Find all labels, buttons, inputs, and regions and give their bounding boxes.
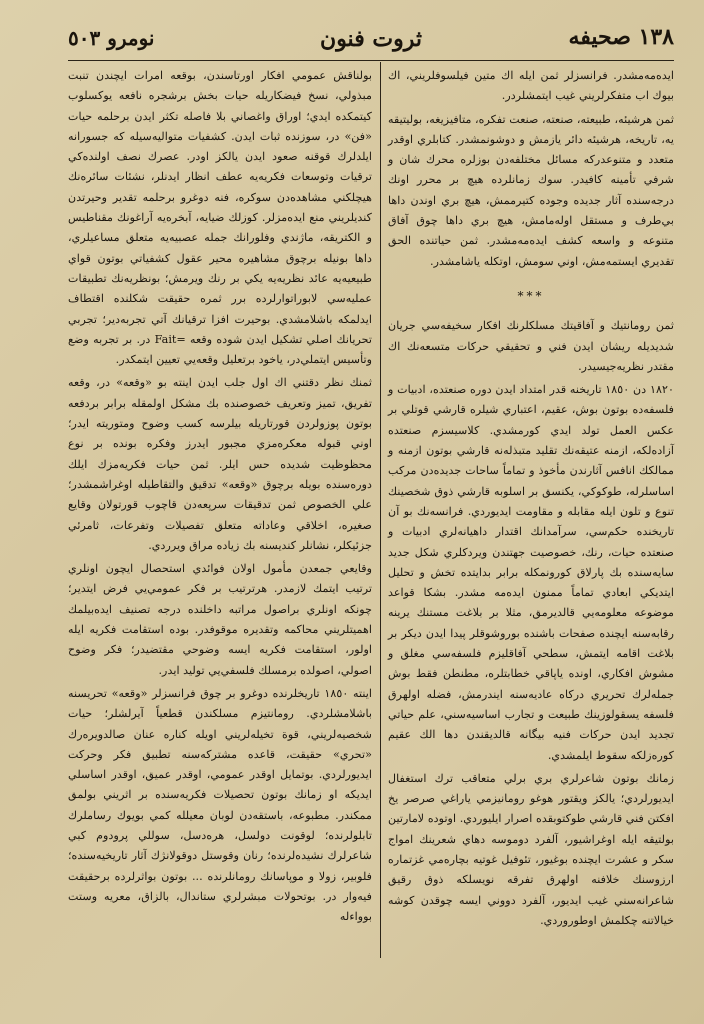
right-column (388, 66, 674, 931)
header-rule (68, 60, 674, 61)
left-paragraph-1: بولناقش عمومي افكار اورتاسندن، بوقعه امرات ايچندن تنبت مبذولي، نسخ فيضكاريله حيات بخش برشجره نافعه يوكسلوب كيتمكده ايدي؛ اوراق واغصاني بلا فاصله تكثر ايدن برحلمه حيات «فن» در، سوزنده ثبات ايدن. كشفيات متواليه‌سيله كه جسورانه ايلدلرك قوقنه صعود ايدن يالكز اودر. عصرك نصف اولنده‌كي ترقيات وتوسعات فكريه‌يه عطف انظار ايدنلر، نشئات سائره‌نك هيچلكني مشاهده‌دن سوكره، فنه دوغرو برحلمه تقدير وحيرتدن كنديلريني منع ايده‌مزلر. كوزلك ضيايه، آبخره‌يه آراغونك مقناطيس و الكتريقه، ماژندي وفلورانك جمله عصبيه‌يه متعلق مساعيلري، داها بونيله برچوق مشاهيره محير عقول كشفياتي بوتون قواي طبيعيه‌يه عائد نظريه‌يه يكي بر رنك ويرمش؛ بونظريه‌نك تطبيقات عمليه‌سي لابوراتوارلرده برر ثمره حقيقت شكلنده اقتطاف ايدلمكه باشلامشدي. بوحيرت افزا ترقيانك آتي تجربه‌دير؛ تجربي تحريانك اصلي تشكيل ايدن شوده وقعه =Fait در. بر تجربه وضع وتأسيس ايتملي‌در، ياخود برتعليل وقعه‌يي تعيين ايتمكدر. (68, 69, 372, 367)
section-divider: *** (517, 288, 545, 303)
left-column (68, 66, 372, 927)
right-paragraph-1: ايده‌مه‌مشدر. فرانسزلر ثمن ايله اك متين فيلسوفلريني، اك بيوك اب متفكرلريني غيب ايتمشلردر. (388, 69, 674, 103)
left-paragraph-2: ثمنك نظر دقتني اك اول جلب ايدن اينته بو «وقعه» در، وقعه تفريق، تميز وتعريف خصوصنده بك مشكل اولمقله برابر بردفعه بوتون پوزولردن قورتاريله بيلرسه كسب وضوح ومتوريته ايدر؛ اوني قبوله معكره‌مزي مجبور ايدرز وفكره بونده بر نوع محظوظيت شديده حس ايلر. ثمن حيات فكريه‌مزك ايلك دوره‌سنده بويله برچوق «وقعه» تدقيق والتقاطيله اوغراشمشدر؛ علي الخصوص ثمن تدقيقات سرپعه‌دن قاچوب قورتولان وقايع صغيره، اخلاقي وعاداته متعلق تفصيلات وتفرعات، ثامرئي جزئيكلر، نشانلر كنديسنه بك زياده مراق ويرردي. (68, 376, 372, 552)
right-paragraph-3: ثمن رومانتيك و آفاقيتك مسلكلرنك افكار سخيفه‌سي جريان شديديله ريشان ايدن فني و تحقيقي حركات متسعه‌نك اك مقتدر نظريه‌جيسيدر. (388, 319, 674, 373)
issue-number: نومرو ٥٠٣ (68, 26, 155, 50)
journal-title: ثروت فنون (320, 26, 422, 52)
left-paragraph-4: اينته ١٨٥٠ تاريخلرنده دوغرو بر چوق فرانسزلر «وقعه» تحريسنه باشلامشلردي. رومانتيزم مسلكندن قطعياً آيرلشلر؛ حيات شخصيه‌لريني، قوة تخيله‌لريني اويله كناره عنان صالدويره‌رك «تحري» حقيقت، قاعده مشتركه‌سنه تطبيق فكر وحركت ايديورلردي. بوتمايل اوقدر عمومي، اوقدر عميق، اوقدر اساسلي ايديكه او زمانك بوتون تحصيلات فكريه‌سنده بر اثريني بولمق ممكندر. مطبوعه، باستقه‌دن لوبان معيلله كمي بويوك رساملرك تابلولرنده؛ لوقونت دولسل، هره‌دسل، سوللي پرودوم كبي شاعرلرك نشيده‌لرنده؛ رنان وقوستل دوقولانژك آثار تاريخيه‌سنده؛ فلوبير، زولا و موپاسانك رومانلرنده ... بوتون بواثرلرده برحقيقت فيه‌وار در. بوتحولات مبشرلري ستاندال، بالزاق، معريه وستت بوواءله (68, 686, 373, 924)
right-paragraph-5: زمانك بوتون شاعرلري بري برلي متعاقب ترك استغفال ايديورلردي؛ يالكز ويقتور هوغو رومانيزمي ياراغي صرصر يخ افكتن فني قارشي طوكتوبقده اصرار ايليوردي. اوتوده لامارتين بولتيقه ايله اوغراشيور، آلفرد دوموسه دهاي شعرينك امواج سكر و عشرت ايچنده بوغيور، تئوفيل غوتيه بچاره‌مي غزتماره ارزوسنك خلافنه اولهرق تفرقه نويسلكه ذوق رقيق شاعرانه‌سني غيب ايديور، آلفرد دووني ايسه چوقدن كوشه خيالاتنه چكلمش اوطوروردي. (388, 771, 674, 927)
page-number: ١٣٨ صحيفه (568, 24, 674, 50)
right-paragraph-2: ثمن هرشيئه، طبيعته، صنعته، صنعت تفكره، متافيزيغه، بوليتيقه يه، تاريخه، هرشيئه دائر يازمش و دوشونمشدر. كتابلري اوقدر متعدد و متنوعدركه مسائل مختلفه‌دن بوزلره محرك شان و شرفي تأمينه كافيدر. سوك زمانلرده هيچ بر محرر اونك درجه‌سنده آثار جديده وجوده كتيرممش، هيچ بري اوندن داها بي‌طرف و مستقل اوله‌مامش، هيچ بري داها چوق آفاق متنوعه و واسعه كشف ايده‌مه‌مشدر. ثمن حياتنده الحق تقديري ايستمه‌مش، اوني سومش، اوتكله ياشامشدر. (388, 112, 674, 268)
left-paragraph-3: وقايعي جمعدن مأمول اولان فوائدي استحصال ايچون اونلري ترتيب ايتمك لازمدر. هرترتيب بر فكر عمومي‌يي فرض ايتدير؛ چونكه اونلري براصول مراتبه داخلنده درجه تصنيف ايده‌بيلمك اهميتلريني محاكمه وتقديره موقوفدر. بوده استقامت فكريه ايله اولور، استقامت فكريه ايسه وضوحي مقتضيدر؛ فكر وضوح اصولي، اصولده برمسلك فلسفي‌يي توليد ايدر. (68, 562, 372, 677)
column-divider (380, 62, 381, 958)
page-header (68, 22, 674, 60)
right-paragraph-4: ١٨٢٠ دن ١٨٥٠ تاريخنه قدر امتداد ايدن دوره صنعتده، ادبيات و فلسفه‌ده بوتون بوش، عقيم، اعتباري شيلره قارشي قوتلي بر عكس العمل تولد ايدي كورمشدي. كلاسيسزم صنعتده آزاده‌لكه، ازمنه عتيقه‌نك تقليد متبذله‌نه قارشي بوتون ازمنه و ممالكك انافس آثارندن مأخوذ و تماماً ساحات جديده‌دن مركب اساسلرله، طوكوكي، يكنسق بر اسلوبه قارشي ذوق شخصينك تنوع و تلون ايله مقابله و مقاومت ايديوردي. فرانسه‌نك بو آن تاريخنده حكم‌سي، سرآمدانك اقتدار داهيانه‌لري ادبيات و صنعتده حيات، رنك، خصوصيت جهتندن ويردكلري شكل جديد سايه‌سنده بك پارلاق كورونمكله برابر بدايتده تخش و تحليل ايتديكي ابعادي تماماً ممنون ايده‌مه مشدر. بشكا قواعد موضوعه معلومه‌يي قالديرمق، مثلا بر بلاغت مستنك يرينه رقابه‌سنه ايچنده صفحات باشنده بوروشوقلر پيدا ايدن ديكر بر بلاغت اقامه ايتمش، سطحي آفاقليزم فلسفه‌سي مغلق و مشوش افكاري، اونده ياپاقي خطابتلره، مطنطن فقط بوش جمله‌لرك تحريري دركاه عاديه‌سنه ايندرمش، فضله اولهرق فلسفه يسقولوزينك طبيعت و تجارب اساسيه‌سني، علم حياتي تجديد ايدن حركات فنيه بيگانه قالديقندن دها الك عقيم كوره‌زلكه سقوط ايلمشدي. (388, 383, 674, 762)
